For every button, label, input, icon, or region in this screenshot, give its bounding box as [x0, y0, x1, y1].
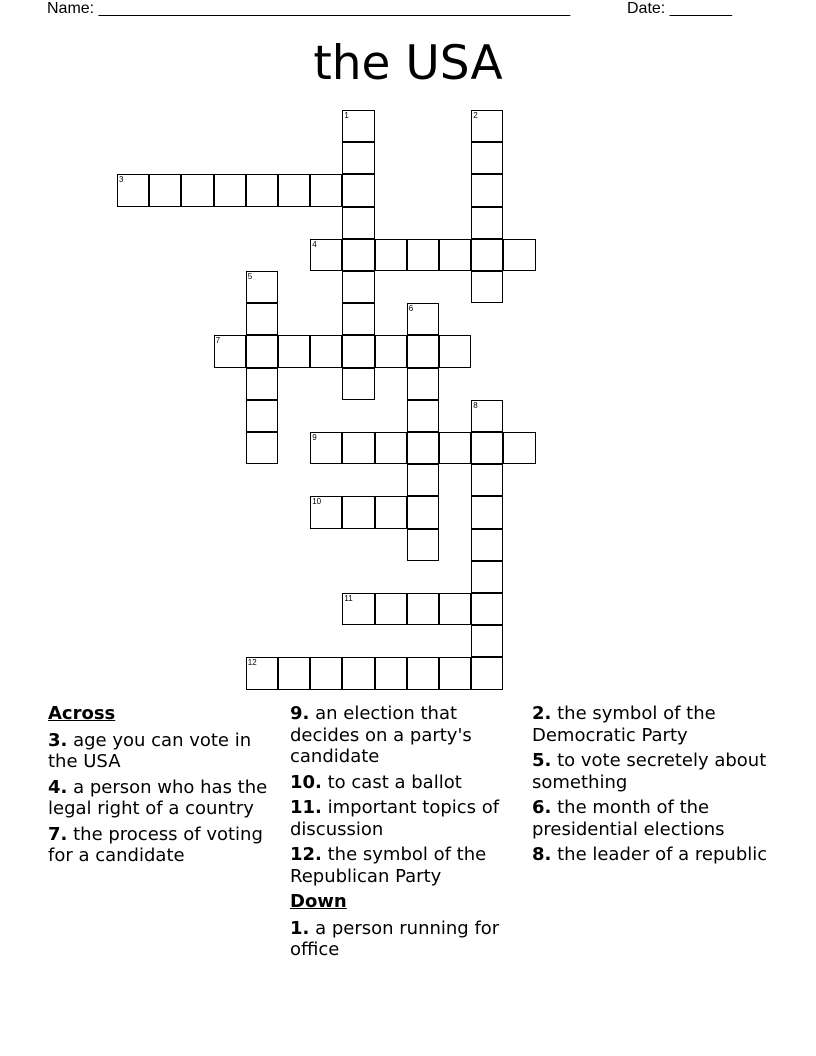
grid-cell[interactable] — [342, 174, 374, 206]
grid-cell[interactable] — [471, 561, 503, 593]
cell-number: 10 — [312, 497, 322, 507]
grid-cell[interactable] — [246, 368, 278, 400]
grid-cell[interactable] — [407, 593, 439, 625]
grid-cell[interactable] — [246, 335, 278, 367]
grid-cell[interactable] — [342, 432, 374, 464]
grid-cell[interactable] — [471, 110, 503, 142]
grid-cell[interactable] — [407, 432, 439, 464]
grid-cell[interactable] — [310, 335, 342, 367]
grid-cell[interactable] — [439, 593, 471, 625]
grid-cell[interactable] — [310, 432, 342, 464]
clue-across-7 — [48, 824, 276, 867]
clue-down-1 — [290, 918, 522, 961]
grid-cell[interactable] — [149, 174, 181, 206]
cell-number: 12 — [247, 658, 257, 668]
clue-text: important topics of discussion — [290, 797, 500, 840]
clue-down-6 — [532, 797, 772, 840]
clue-across-4 — [48, 777, 276, 820]
grid-cell[interactable] — [439, 657, 471, 689]
cell-number: 2 — [473, 111, 478, 120]
grid-cell[interactable] — [181, 174, 213, 206]
clue-text: the leader of a republic — [551, 844, 768, 865]
clue-text: the symbol of the Republican Party — [290, 844, 487, 887]
grid-cell[interactable] — [471, 496, 503, 528]
cell-number: 7 — [215, 336, 221, 346]
clue-text: age you can vote in the USA — [48, 729, 252, 772]
clue-down-8 — [532, 844, 772, 866]
clue-number: 1. — [290, 917, 310, 939]
grid-cell[interactable] — [342, 207, 374, 239]
clue-text: to vote secretely about something — [532, 750, 767, 793]
grid-cell[interactable] — [342, 368, 374, 400]
cell-number: 5 — [247, 272, 253, 281]
grid-cell[interactable] — [503, 432, 535, 464]
clue-text: the process of voting for a candidate — [48, 823, 263, 866]
grid-cell[interactable] — [407, 303, 439, 335]
grid-cell[interactable] — [246, 432, 278, 464]
grid-cell[interactable] — [375, 657, 407, 689]
clue-number: 7. — [48, 823, 68, 845]
clue-across-12 — [290, 844, 522, 887]
grid-cell[interactable] — [310, 657, 342, 689]
clue-number: 11. — [290, 797, 322, 818]
grid-cell[interactable] — [471, 432, 503, 464]
grid-cell[interactable] — [407, 335, 439, 367]
across-heading: Across — [48, 703, 116, 724]
grid-cell[interactable] — [407, 464, 439, 496]
clue-text: to cast a ballot — [321, 771, 462, 793]
grid-cell[interactable] — [342, 110, 374, 142]
grid-cell[interactable] — [439, 335, 471, 367]
grid-cell[interactable] — [407, 400, 439, 432]
cell-number: 3 — [119, 175, 124, 185]
grid-cell[interactable] — [439, 239, 471, 271]
grid-cell[interactable] — [471, 593, 503, 625]
clue-across-9 — [290, 703, 522, 768]
grid-cell[interactable] — [342, 239, 374, 271]
grid-cell[interactable] — [310, 174, 342, 206]
grid-cell[interactable] — [342, 496, 374, 528]
grid-cell[interactable] — [246, 657, 278, 689]
clue-number: 12. — [290, 844, 322, 865]
grid-cell[interactable] — [342, 142, 374, 174]
grid-cell[interactable] — [310, 239, 342, 271]
grid-cell[interactable] — [214, 335, 246, 367]
grid-cell[interactable] — [471, 529, 503, 561]
clue-number: 9. — [290, 703, 310, 724]
grid-cell[interactable] — [471, 142, 503, 174]
grid-cell[interactable] — [471, 657, 503, 689]
grid-cell[interactable] — [117, 174, 149, 206]
clue-down-5 — [532, 750, 772, 793]
cell-number: 1 — [344, 111, 349, 120]
grid-cell[interactable] — [407, 529, 439, 561]
date-field-label[interactable]: Date: _______ — [627, 0, 732, 17]
clue-across-3 — [48, 730, 276, 773]
grid-cell[interactable] — [246, 400, 278, 432]
grid-cell[interactable] — [407, 239, 439, 271]
cell-number: 6 — [408, 304, 414, 314]
grid-cell[interactable] — [214, 174, 246, 206]
clue-number: 10. — [290, 771, 322, 793]
clue-across-10 — [290, 772, 522, 794]
clue-across-11 — [290, 797, 522, 840]
cell-number: 8 — [473, 400, 478, 410]
clue-text: the symbol of the Democratic Party — [532, 703, 716, 746]
grid-cell[interactable] — [375, 239, 407, 271]
grid-cell[interactable] — [342, 657, 374, 689]
cell-number: 9 — [312, 433, 317, 442]
grid-cell[interactable] — [407, 657, 439, 689]
grid-cell[interactable] — [407, 496, 439, 528]
grid-cell[interactable] — [246, 303, 278, 335]
clue-number: 2. — [532, 703, 552, 724]
grid-cell[interactable] — [375, 335, 407, 367]
grid-cell[interactable] — [375, 593, 407, 625]
grid-cell[interactable] — [471, 174, 503, 206]
clues-column-1 — [48, 703, 276, 871]
clue-text: an election that decides on a party's candidate — [290, 703, 472, 767]
name-field-label[interactable]: Name: _____________________________________________________ — [47, 0, 571, 17]
grid-cell[interactable] — [342, 303, 374, 335]
grid-cell[interactable] — [439, 432, 471, 464]
grid-cell[interactable] — [342, 271, 374, 303]
clue-text: the month of the presidential elections — [532, 797, 725, 840]
grid-cell[interactable] — [342, 593, 374, 625]
clues-column-2 — [290, 703, 522, 965]
grid-cell[interactable] — [310, 496, 342, 528]
puzzle-title: the USA — [313, 36, 503, 91]
clue-number: 3. — [48, 729, 68, 751]
clue-number: 5. — [532, 750, 552, 771]
clue-number: 8. — [532, 844, 552, 865]
down-heading: Down — [290, 891, 347, 912]
grid-cell[interactable] — [278, 174, 310, 206]
grid-cell[interactable] — [471, 400, 503, 432]
grid-cell[interactable] — [278, 335, 310, 367]
grid-cell[interactable] — [471, 271, 503, 303]
cell-number: 4 — [312, 239, 317, 249]
clue-text: a person running for office — [290, 917, 500, 960]
cell-number: 11 — [344, 594, 353, 603]
clue-number: 4. — [48, 776, 68, 798]
grid-cell[interactable] — [471, 625, 503, 657]
clue-number: 6. — [532, 797, 552, 818]
grid-cell[interactable] — [471, 464, 503, 496]
clues-column-3 — [532, 703, 772, 870]
grid-cell[interactable] — [471, 239, 503, 271]
grid-cell[interactable] — [246, 271, 278, 303]
clue-text: a person who has the legal right of a country — [48, 776, 268, 819]
grid-cell[interactable] — [407, 368, 439, 400]
grid-cell[interactable] — [471, 207, 503, 239]
grid-cell[interactable] — [503, 239, 535, 271]
grid-cell[interactable] — [278, 657, 310, 689]
grid-cell[interactable] — [375, 496, 407, 528]
grid-cell[interactable] — [375, 432, 407, 464]
grid-cell[interactable] — [246, 174, 278, 206]
clue-down-2 — [532, 703, 772, 746]
grid-cell[interactable] — [342, 335, 374, 367]
